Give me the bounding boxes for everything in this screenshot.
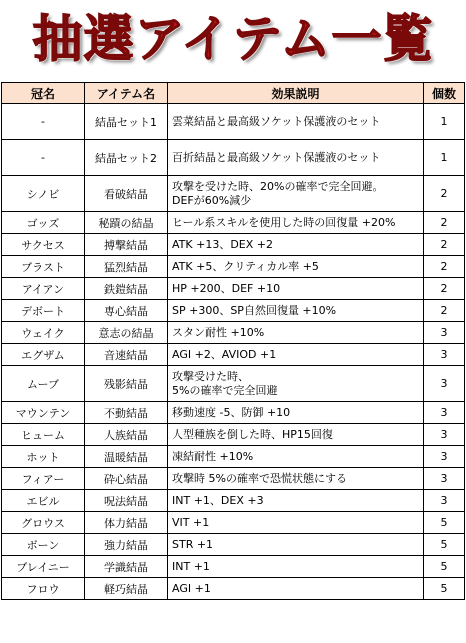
cell-effect [168, 534, 424, 556]
cell-item-name: 残影結晶 [85, 366, 168, 402]
cell-item-name: 体力結晶 [85, 512, 168, 534]
table-row [2, 300, 465, 322]
cell-item-name: 秘蹟の結晶 [85, 212, 168, 234]
cell-title: シノビ [2, 176, 85, 212]
cell-item-name: 音速結晶 [85, 344, 168, 366]
effect-line: 人型種族を倒した時、HP15回復 [172, 427, 333, 441]
cell-title: ゴッズ [2, 212, 85, 234]
cell-count: 3 [424, 468, 465, 490]
cell-item-name: 猛烈結晶 [85, 256, 168, 278]
cell-title: ヒューム [2, 424, 85, 446]
cell-item-name: 看破結晶 [85, 176, 168, 212]
cell-item-name: 鉄鎧結晶 [85, 278, 168, 300]
cell-item-name: 強力結晶 [85, 534, 168, 556]
page-title: 抽選アイテム一覧 [32, 10, 434, 68]
cell-title: エグザム [2, 344, 85, 366]
cell-count: 2 [424, 256, 465, 278]
table-row [2, 140, 465, 176]
cell-effect [168, 278, 424, 300]
table-row [2, 278, 465, 300]
cell-title: ボーン [2, 534, 85, 556]
effect-line: 雲菜結晶と最高級ソケット保護液のセット [172, 114, 381, 128]
cell-effect [168, 402, 424, 424]
table-row [2, 212, 465, 234]
table-row [2, 424, 465, 446]
header-count: 個数 [424, 83, 465, 104]
cell-count: 2 [424, 300, 465, 322]
effect-line: DEFが60%減少 [172, 193, 252, 207]
cell-title: ブラスト [2, 256, 85, 278]
table-row [2, 176, 465, 212]
cell-title: ホット [2, 446, 85, 468]
cell-title: アイアン [2, 278, 85, 300]
cell-title: フロウ [2, 578, 85, 600]
effect-line: スタン耐性 +10% [172, 325, 265, 339]
cell-title: ブレイニー [2, 556, 85, 578]
cell-count: 3 [424, 322, 465, 344]
cell-count: 5 [424, 534, 465, 556]
cell-title: フィアー [2, 468, 85, 490]
table-row [2, 468, 465, 490]
cell-title: - [2, 140, 85, 176]
effect-line: INT +1 [172, 559, 210, 573]
cell-item-name: 結晶セット2 [85, 140, 168, 176]
table-row [2, 446, 465, 468]
cell-item-name: 搏撃結晶 [85, 234, 168, 256]
cell-effect [168, 344, 424, 366]
effect-line: VIT +1 [172, 515, 210, 529]
cell-title: エビル [2, 490, 85, 512]
cell-effect [168, 490, 424, 512]
effect-line: ATK +5、クリティカル率 +5 [172, 259, 319, 273]
cell-count: 5 [424, 512, 465, 534]
cell-effect [168, 322, 424, 344]
cell-count: 5 [424, 578, 465, 600]
cell-count: 5 [424, 556, 465, 578]
cell-effect [168, 140, 424, 176]
effect-line: STR +1 [172, 537, 214, 551]
table-row [2, 490, 465, 512]
cell-count: 2 [424, 278, 465, 300]
cell-effect [168, 234, 424, 256]
effect-line: ヒール系スキルを使用した時の回復量 +20% [172, 215, 396, 229]
table-row [2, 512, 465, 534]
table-row [2, 556, 465, 578]
cell-item-name: 砕心結晶 [85, 468, 168, 490]
table-body [2, 104, 465, 600]
cell-count: 3 [424, 344, 465, 366]
cell-count: 3 [424, 424, 465, 446]
cell-count: 2 [424, 234, 465, 256]
cell-title: サクセス [2, 234, 85, 256]
cell-effect [168, 366, 424, 402]
cell-item-name: 不動結晶 [85, 402, 168, 424]
cell-count: 3 [424, 366, 465, 402]
effect-line: 5%の確率で完全回避 [172, 383, 278, 397]
effect-line: 攻撃を受けた時、20%の確率で完全回避。 [172, 179, 384, 193]
table-row [2, 256, 465, 278]
cell-count: 2 [424, 176, 465, 212]
cell-item-name: 専心結晶 [85, 300, 168, 322]
cell-effect [168, 176, 424, 212]
table-row [2, 578, 465, 600]
effect-line: SP +300、SP自然回復量 +10% [172, 303, 337, 317]
header-effect: 効果説明 [168, 83, 424, 104]
cell-title: デボート [2, 300, 85, 322]
table-row [2, 366, 465, 402]
cell-item-name: 学識結晶 [85, 556, 168, 578]
effect-line: INT +1、DEX +3 [172, 493, 264, 507]
table-row [2, 402, 465, 424]
table-row [2, 534, 465, 556]
cell-effect [168, 104, 424, 140]
cell-item-name: 温暖結晶 [85, 446, 168, 468]
effect-line: 百折結晶と最高級ソケット保護液のセット [172, 150, 381, 164]
cell-title: - [2, 104, 85, 140]
cell-title: マウンテン [2, 402, 85, 424]
cell-effect [168, 578, 424, 600]
cell-item-name: 意志の結晶 [85, 322, 168, 344]
effect-line: 攻撃受けた時、 [172, 369, 249, 383]
effect-line: 凍結耐性 +10% [172, 449, 254, 463]
effect-line: AGI +1 [172, 581, 211, 595]
table-row [2, 322, 465, 344]
title-banner [0, 0, 466, 78]
cell-item-name: 人族結晶 [85, 424, 168, 446]
item-table [1, 82, 465, 600]
cell-count: 3 [424, 402, 465, 424]
effect-line: 移動速度 -5、防御 +10 [172, 405, 291, 419]
effect-line: HP +200、DEF +10 [172, 281, 281, 295]
cell-effect [168, 424, 424, 446]
cell-effect [168, 512, 424, 534]
table-row [2, 234, 465, 256]
cell-effect [168, 256, 424, 278]
table-header-row [2, 83, 465, 104]
cell-effect [168, 468, 424, 490]
cell-effect [168, 300, 424, 322]
cell-item-name: 軽巧結晶 [85, 578, 168, 600]
cell-title: グロウス [2, 512, 85, 534]
header-item-name: アイテム名 [85, 83, 168, 104]
table-row [2, 344, 465, 366]
cell-item-name: 呪法結晶 [85, 490, 168, 512]
cell-count: 3 [424, 446, 465, 468]
cell-effect [168, 556, 424, 578]
table-row [2, 104, 465, 140]
cell-item-name: 結晶セット1 [85, 104, 168, 140]
cell-title: ウェイク [2, 322, 85, 344]
cell-title: ムーブ [2, 366, 85, 402]
cell-count: 1 [424, 140, 465, 176]
effect-line: 攻撃時 5%の確率で恐慌状態にする [172, 471, 347, 485]
cell-effect [168, 446, 424, 468]
cell-count: 3 [424, 490, 465, 512]
cell-effect [168, 212, 424, 234]
effect-line: ATK +13、DEX +2 [172, 237, 273, 251]
effect-line: AGI +2、AVIOD +1 [172, 347, 277, 361]
cell-count: 2 [424, 212, 465, 234]
cell-count: 1 [424, 104, 465, 140]
header-title: 冠名 [2, 83, 85, 104]
